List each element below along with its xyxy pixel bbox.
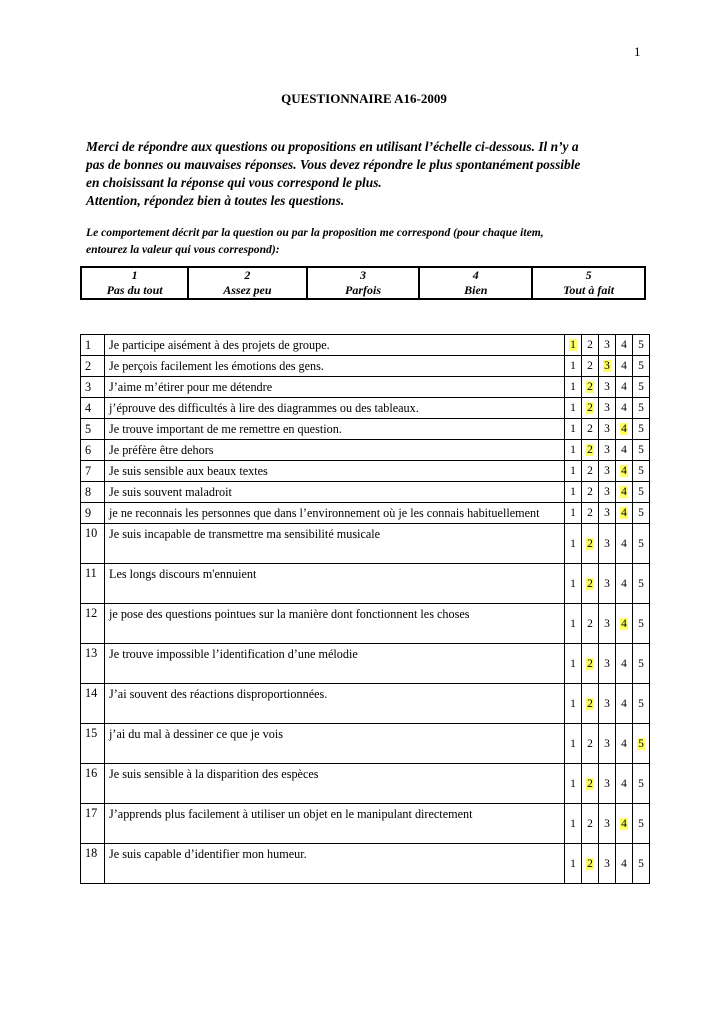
item-number: 8 xyxy=(81,482,105,503)
rating-option-1[interactable] xyxy=(565,804,582,844)
rating-value: 2 xyxy=(587,817,593,830)
rating-value: 1 xyxy=(570,444,576,456)
rating-option-2[interactable] xyxy=(582,764,599,804)
rating-option-3[interactable] xyxy=(599,461,616,482)
selected-rating: 3 xyxy=(604,360,610,372)
rating-value: 5 xyxy=(638,857,644,870)
rating-option-1[interactable] xyxy=(565,524,582,564)
item-number: 15 xyxy=(81,724,105,764)
rating-option-5[interactable] xyxy=(633,482,650,503)
rating-option-2[interactable] xyxy=(582,356,599,377)
rating-option-5[interactable] xyxy=(633,804,650,844)
selected-rating: 2 xyxy=(587,857,593,870)
rating-value: 3 xyxy=(604,657,610,670)
item-statement: Je préfère être dehors xyxy=(105,440,565,461)
rating-option-1[interactable] xyxy=(565,440,582,461)
rating-value: 4 xyxy=(621,360,627,372)
rating-value: 3 xyxy=(604,486,610,498)
table-row xyxy=(81,503,650,524)
rating-option-1[interactable] xyxy=(565,604,582,644)
rating-value: 3 xyxy=(604,402,610,414)
scale-label: Assez peu xyxy=(223,283,272,297)
rating-value: 3 xyxy=(604,817,610,830)
item-statement: j’ai du mal à dessiner ce que je vois xyxy=(105,724,565,764)
rating-value: 3 xyxy=(604,857,610,870)
rating-option-2[interactable] xyxy=(582,419,599,440)
rating-value: 4 xyxy=(621,857,627,870)
rating-option-1[interactable] xyxy=(565,764,582,804)
rating-value: 1 xyxy=(570,423,576,435)
selected-rating: 2 xyxy=(587,777,593,790)
rating-option-4[interactable] xyxy=(616,804,633,844)
selected-rating: 2 xyxy=(587,577,593,590)
scale-value: 5 xyxy=(585,268,592,282)
rating-value: 1 xyxy=(570,777,576,790)
rating-value: 3 xyxy=(604,381,610,393)
questionnaire-body xyxy=(81,335,650,884)
scale-value: 3 xyxy=(359,268,366,282)
rating-option-2[interactable] xyxy=(582,604,599,644)
item-statement: J’apprends plus facilement à utiliser un objet en le manipulant directement xyxy=(105,804,565,844)
scale-cell-3 xyxy=(307,267,420,299)
table-row xyxy=(81,419,650,440)
rating-value: 5 xyxy=(638,444,644,456)
scale-label: Parfois xyxy=(344,283,381,297)
item-number: 16 xyxy=(81,764,105,804)
rating-option-3[interactable] xyxy=(599,503,616,524)
rating-value: 4 xyxy=(621,339,627,351)
rating-value: 3 xyxy=(604,777,610,790)
rating-value: 1 xyxy=(570,507,576,519)
rating-option-1[interactable] xyxy=(565,377,582,398)
rating-option-4[interactable] xyxy=(616,482,633,503)
rating-option-4[interactable] xyxy=(616,356,633,377)
rating-value: 4 xyxy=(621,697,627,710)
rating-option-2[interactable] xyxy=(582,804,599,844)
scale-cell-1 xyxy=(81,267,188,299)
rating-value: 2 xyxy=(587,339,593,351)
rating-option-2[interactable] xyxy=(582,440,599,461)
rating-value: 2 xyxy=(587,360,593,372)
selected-rating: 2 xyxy=(587,381,593,393)
rating-option-3[interactable] xyxy=(599,377,616,398)
item-number: 11 xyxy=(81,564,105,604)
selected-rating: 2 xyxy=(587,444,593,456)
rating-option-3[interactable] xyxy=(599,335,616,356)
item-number: 1 xyxy=(81,335,105,356)
rating-option-4[interactable] xyxy=(616,684,633,724)
rating-option-5[interactable] xyxy=(633,377,650,398)
item-statement: Je suis incapable de transmettre ma sensibilité musicale xyxy=(105,524,565,564)
selected-rating: 4 xyxy=(621,617,627,630)
scale-cell-5 xyxy=(532,267,645,299)
selected-rating: 5 xyxy=(638,737,644,750)
item-number: 14 xyxy=(81,684,105,724)
rating-option-5[interactable] xyxy=(633,356,650,377)
rating-value: 1 xyxy=(570,360,576,372)
rating-option-5[interactable] xyxy=(633,419,650,440)
rating-option-2[interactable] xyxy=(582,503,599,524)
rating-option-1[interactable] xyxy=(565,398,582,419)
rating-value: 5 xyxy=(638,577,644,590)
rating-value: 2 xyxy=(587,507,593,519)
table-row xyxy=(81,377,650,398)
item-statement: Je participe aisément à des projets de groupe. xyxy=(105,335,565,356)
table-row xyxy=(81,644,650,684)
rating-value: 5 xyxy=(638,381,644,393)
instruction-line: Le comportement décrit par la question ou par la proposition me correspond (pour chaque item, xyxy=(86,226,544,239)
instruction-paragraph xyxy=(86,224,646,258)
rating-option-4[interactable] xyxy=(616,377,633,398)
rating-value: 3 xyxy=(604,537,610,550)
rating-option-2[interactable] xyxy=(582,335,599,356)
item-statement: Je suis sensible aux beaux textes xyxy=(105,461,565,482)
item-statement: je ne reconnais les personnes que dans l’environnement où je les connais habituellement xyxy=(105,503,565,524)
rating-value: 3 xyxy=(604,697,610,710)
rating-value: 1 xyxy=(570,577,576,590)
rating-option-4[interactable] xyxy=(616,398,633,419)
item-number: 5 xyxy=(81,419,105,440)
rating-value: 1 xyxy=(570,537,576,550)
scale-label: Bien xyxy=(464,283,488,297)
rating-value: 5 xyxy=(638,817,644,830)
rating-option-3[interactable] xyxy=(599,564,616,604)
rating-option-2[interactable] xyxy=(582,844,599,884)
rating-value: 3 xyxy=(604,465,610,477)
table-row xyxy=(81,524,650,564)
selected-rating: 4 xyxy=(621,486,627,498)
rating-option-1[interactable] xyxy=(565,644,582,684)
item-number: 18 xyxy=(81,844,105,884)
rating-value: 3 xyxy=(604,577,610,590)
rating-value: 3 xyxy=(604,617,610,630)
table-row xyxy=(81,684,650,724)
rating-value: 2 xyxy=(587,465,593,477)
rating-option-5[interactable] xyxy=(633,764,650,804)
item-number: 7 xyxy=(81,461,105,482)
table-row xyxy=(81,724,650,764)
rating-option-1[interactable] xyxy=(565,461,582,482)
rating-option-1[interactable] xyxy=(565,684,582,724)
intro-paragraph xyxy=(86,138,646,210)
rating-value: 1 xyxy=(570,737,576,750)
rating-value: 1 xyxy=(570,617,576,630)
rating-value: 5 xyxy=(638,423,644,435)
item-number: 3 xyxy=(81,377,105,398)
rating-value: 1 xyxy=(570,486,576,498)
scale-label: Pas du tout xyxy=(106,283,163,297)
rating-value: 1 xyxy=(570,402,576,414)
rating-option-1[interactable] xyxy=(565,724,582,764)
item-statement: Je perçois facilement les émotions des gens. xyxy=(105,356,565,377)
rating-option-1[interactable] xyxy=(565,482,582,503)
rating-option-5[interactable] xyxy=(633,461,650,482)
rating-value: 3 xyxy=(604,507,610,519)
rating-option-5[interactable] xyxy=(633,503,650,524)
table-row xyxy=(81,356,650,377)
rating-option-3[interactable] xyxy=(599,440,616,461)
item-number: 4 xyxy=(81,398,105,419)
item-number: 10 xyxy=(81,524,105,564)
rating-value: 4 xyxy=(621,577,627,590)
item-number: 12 xyxy=(81,604,105,644)
rating-value: 1 xyxy=(570,857,576,870)
rating-option-4[interactable] xyxy=(616,419,633,440)
rating-value: 5 xyxy=(638,402,644,414)
rating-option-2[interactable] xyxy=(582,684,599,724)
selected-rating: 1 xyxy=(570,339,576,351)
item-number: 17 xyxy=(81,804,105,844)
rating-value: 5 xyxy=(638,537,644,550)
table-row xyxy=(81,764,650,804)
rating-value: 5 xyxy=(638,339,644,351)
item-number: 13 xyxy=(81,644,105,684)
rating-value: 1 xyxy=(570,465,576,477)
selected-rating: 2 xyxy=(587,657,593,670)
rating-option-3[interactable] xyxy=(599,356,616,377)
rating-value: 2 xyxy=(587,617,593,630)
selected-rating: 2 xyxy=(587,537,593,550)
rating-option-2[interactable] xyxy=(582,461,599,482)
rating-option-5[interactable] xyxy=(633,604,650,644)
rating-option-2[interactable] xyxy=(582,398,599,419)
rating-value: 5 xyxy=(638,507,644,519)
rating-option-5[interactable] xyxy=(633,335,650,356)
rating-option-3[interactable] xyxy=(599,804,616,844)
questionnaire-table xyxy=(80,334,650,884)
table-row xyxy=(81,482,650,503)
rating-option-4[interactable] xyxy=(616,724,633,764)
rating-option-4[interactable] xyxy=(616,440,633,461)
item-statement: Je trouve important de me remettre en question. xyxy=(105,419,565,440)
rating-option-4[interactable] xyxy=(616,564,633,604)
rating-option-1[interactable] xyxy=(565,335,582,356)
rating-option-2[interactable] xyxy=(582,524,599,564)
rating-option-3[interactable] xyxy=(599,482,616,503)
scale-label: Tout à fait xyxy=(563,283,615,297)
item-statement: j’éprouve des difficultés à lire des diagrammes ou des tableaux. xyxy=(105,398,565,419)
item-statement: je pose des questions pointues sur la manière dont fonctionnent les choses xyxy=(105,604,565,644)
selected-rating: 4 xyxy=(621,817,627,830)
rating-option-5[interactable] xyxy=(633,524,650,564)
item-statement: Je suis souvent maladroit xyxy=(105,482,565,503)
rating-option-3[interactable] xyxy=(599,604,616,644)
rating-option-1[interactable] xyxy=(565,844,582,884)
item-number: 9 xyxy=(81,503,105,524)
item-number: 2 xyxy=(81,356,105,377)
rating-option-5[interactable] xyxy=(633,844,650,884)
rating-option-2[interactable] xyxy=(582,377,599,398)
table-row xyxy=(81,804,650,844)
selected-rating: 4 xyxy=(621,507,627,519)
scale-cell-4 xyxy=(419,267,532,299)
rating-option-2[interactable] xyxy=(582,644,599,684)
rating-value: 5 xyxy=(638,617,644,630)
rating-option-5[interactable] xyxy=(633,644,650,684)
rating-value: 5 xyxy=(638,777,644,790)
rating-value: 4 xyxy=(621,444,627,456)
intro-line: Merci de répondre aux questions ou propositions en utilisant l’échelle ci-dessous. Il n’y a xyxy=(86,139,579,154)
rating-option-4[interactable] xyxy=(616,644,633,684)
table-row xyxy=(81,461,650,482)
rating-value: 4 xyxy=(621,777,627,790)
rating-option-5[interactable] xyxy=(633,724,650,764)
rating-value: 4 xyxy=(621,537,627,550)
item-statement: Les longs discours m'ennuient xyxy=(105,564,565,604)
item-statement: Je suis sensible à la disparition des espèces xyxy=(105,764,565,804)
table-row xyxy=(81,564,650,604)
item-statement: J’aime m’étirer pour me détendre xyxy=(105,377,565,398)
intro-line: Attention, répondez bien à toutes les questions. xyxy=(86,193,345,208)
rating-value: 2 xyxy=(587,486,593,498)
rating-value: 4 xyxy=(621,737,627,750)
selected-rating: 2 xyxy=(587,402,593,414)
page-title: QUESTIONNAIRE A16-2009 xyxy=(281,91,447,106)
rating-option-3[interactable] xyxy=(599,844,616,884)
rating-value: 1 xyxy=(570,657,576,670)
rating-option-5[interactable] xyxy=(633,440,650,461)
page-number: 1 xyxy=(634,44,641,59)
rating-option-4[interactable] xyxy=(616,604,633,644)
rating-value: 5 xyxy=(638,697,644,710)
rating-value: 1 xyxy=(570,817,576,830)
rating-option-4[interactable] xyxy=(616,764,633,804)
table-row xyxy=(81,335,650,356)
intro-line: pas de bonnes ou mauvaises réponses. Vous devez répondre le plus spontanément possible xyxy=(86,157,581,172)
rating-option-4[interactable] xyxy=(616,335,633,356)
item-statement: J’ai souvent des réactions disproportionnées. xyxy=(105,684,565,724)
rating-value: 1 xyxy=(570,697,576,710)
rating-option-4[interactable] xyxy=(616,503,633,524)
rating-value: 3 xyxy=(604,339,610,351)
item-statement: Je trouve impossible l’identification d’une mélodie xyxy=(105,644,565,684)
rating-option-1[interactable] xyxy=(565,503,582,524)
rating-value: 3 xyxy=(604,444,610,456)
rating-value: 2 xyxy=(587,737,593,750)
rating-option-1[interactable] xyxy=(565,564,582,604)
rating-value: 1 xyxy=(570,381,576,393)
rating-option-2[interactable] xyxy=(582,724,599,764)
rating-option-3[interactable] xyxy=(599,684,616,724)
rating-value: 4 xyxy=(621,381,627,393)
selected-rating: 2 xyxy=(587,697,593,710)
rating-option-3[interactable] xyxy=(599,724,616,764)
rating-option-3[interactable] xyxy=(599,644,616,684)
rating-option-3[interactable] xyxy=(599,764,616,804)
table-row xyxy=(81,398,650,419)
rating-option-5[interactable] xyxy=(633,398,650,419)
table-row xyxy=(81,440,650,461)
rating-option-4[interactable] xyxy=(616,524,633,564)
rating-option-4[interactable] xyxy=(616,461,633,482)
rating-value: 4 xyxy=(621,402,627,414)
rating-option-2[interactable] xyxy=(582,482,599,503)
item-statement: Je suis capable d’identifier mon humeur. xyxy=(105,844,565,884)
rating-option-3[interactable] xyxy=(599,419,616,440)
item-number: 6 xyxy=(81,440,105,461)
rating-option-3[interactable] xyxy=(599,398,616,419)
rating-value: 3 xyxy=(604,423,610,435)
rating-option-1[interactable] xyxy=(565,419,582,440)
table-row xyxy=(81,844,650,884)
rating-value: 3 xyxy=(604,737,610,750)
scale-cell-2 xyxy=(188,267,306,299)
rating-value: 5 xyxy=(638,657,644,670)
rating-option-2[interactable] xyxy=(582,564,599,604)
rating-option-1[interactable] xyxy=(565,356,582,377)
rating-option-4[interactable] xyxy=(616,844,633,884)
scale-value: 2 xyxy=(244,268,251,282)
selected-rating: 4 xyxy=(621,423,627,435)
scale-row xyxy=(81,267,645,299)
rating-value: 5 xyxy=(638,465,644,477)
intro-line: en choisissant la réponse qui vous correspond le plus. xyxy=(86,175,382,190)
rating-option-5[interactable] xyxy=(633,684,650,724)
rating-value: 2 xyxy=(587,423,593,435)
rating-value: 5 xyxy=(638,360,644,372)
scale-value: 4 xyxy=(472,268,479,282)
selected-rating: 4 xyxy=(621,465,627,477)
instruction-line: entourez la valeur qui vous correspond): xyxy=(86,243,280,256)
rating-value: 4 xyxy=(621,657,627,670)
scale-value: 1 xyxy=(131,268,138,282)
table-row xyxy=(81,604,650,644)
rating-value: 5 xyxy=(638,486,644,498)
rating-option-5[interactable] xyxy=(633,564,650,604)
answer-scale-table xyxy=(80,266,646,300)
rating-option-3[interactable] xyxy=(599,524,616,564)
